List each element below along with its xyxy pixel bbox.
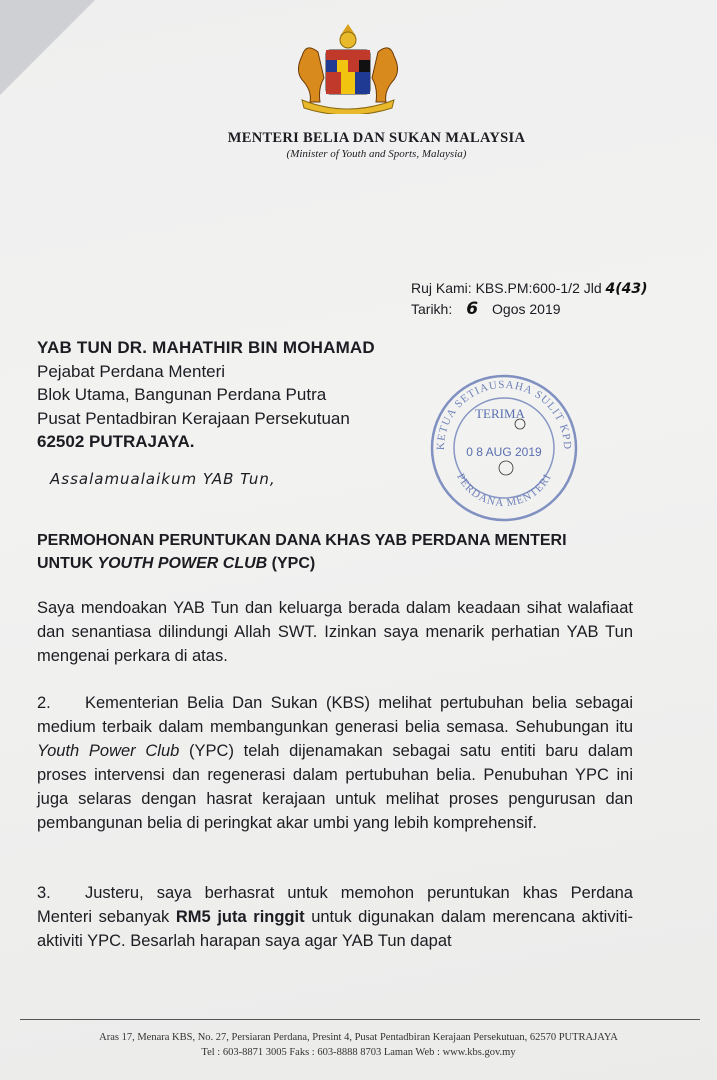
paragraph-2 (37, 691, 633, 835)
recipient-line-2: Blok Utama, Bangunan Perdana Putra (37, 385, 327, 404)
paragraph-3 (37, 881, 633, 953)
tarikh-day-handwritten: 6 (466, 299, 479, 319)
malaysia-coat-of-arms-icon (288, 22, 408, 114)
recipient-line-1: Pejabat Perdana Menteri (37, 361, 226, 381)
paragraph-3-a: Justeru, saya berhasrat untuk memohon peruntukan khas Perdana Menteri sebanyak (37, 884, 633, 926)
paragraph-3-c: untuk digunakan dalam merencana aktiviti-aktiviti YPC. Besarlah harapan saya agar YAB Tun dapat (37, 908, 633, 950)
subject-line-1: PERMOHONAN PERUNTUKAN DANA KHAS YAB PERDANA MENTERI (37, 532, 567, 549)
paragraph-3-number: 3. (37, 884, 51, 902)
ministry-name: MENTERI BELIA DAN SUKAN MALAYSIA (227, 130, 526, 146)
ministry-name-english: (Minister of Youth and Sports, Malaysia) (286, 148, 467, 160)
subject-line-2 (37, 552, 677, 575)
tarikh-label: Tarikh: (411, 301, 453, 317)
ruj-label: Ruj Kami: (411, 280, 472, 296)
ruj-handwritten: 4(43) (605, 281, 648, 297)
recipient-address (37, 336, 375, 454)
tarikh-rest: Ogos 2019 (492, 301, 561, 317)
paragraph-2-number: 2. (37, 694, 51, 712)
stamp-ring-text: KETUA SETIAUSAHA SULIT KPD (434, 378, 574, 451)
footer-address: Aras 17, Menara KBS, No. 27, Persiaran Perdana, Presint 4, Pusat Pentadbiran Kerajaan Persekutuan, 62570 PUTRAJAYA (99, 1032, 618, 1043)
paragraph-2-c: (YPC) telah dijenamakan sebagai satu entiti baru dalam proses intervensi dan regenerasi dalam pertubuhan belia. Penubuhan YPC ini juga selaras dengan hasrat kerajaan untuk melihat proses pengurusan dan pembangunan belia di peringkat akar umbi yang lebih komprehensif. (37, 742, 633, 832)
date-row (411, 299, 648, 319)
paragraph-2-a: Kementerian Belia Dan Sukan (KBS) melihat pertubuhan belia sebagai medium terbaik dalam membangunkan generasi belia semasa. Sehubungan itu (37, 694, 633, 736)
stamp-date: 0 8 AUG 2019 (466, 445, 542, 459)
recipient-name: YAB TUN DR. MAHATHIR BIN MOHAMAD (37, 338, 375, 357)
letter-subject (37, 529, 677, 575)
subject-line-2-c: (YPC) (267, 555, 316, 572)
reference-block (411, 278, 648, 319)
salutation: Assalamualaikum YAB Tun, (50, 470, 276, 488)
page-fold (0, 0, 95, 95)
footer-contact: Tel : 603-8871 3005 Faks : 603-8888 8703 Laman Web : www.kbs.gov.my (201, 1047, 516, 1058)
reference-number-row (411, 278, 648, 299)
subject-line-2-italic: YOUTH POWER CLUB (97, 555, 268, 572)
footer-divider (20, 1019, 700, 1020)
recipient-city: 62502 PUTRAJAYA. (37, 432, 195, 451)
received-stamp (428, 372, 580, 524)
stamp-received: TERIMA (475, 406, 525, 421)
paragraph-3-bold: RM5 juta ringgit (175, 908, 305, 926)
svg-text:PERDANA MENTERI (454, 472, 554, 510)
paragraph-1: Saya mendoakan YAB Tun dan keluarga berada dalam keadaan sihat walafiaat dan senantiasa dilindungi Allah SWT. Izinkan saya menarik perhatian YAB Tun mengenai perkara di atas. (37, 599, 633, 665)
subject-line-2-a: UNTUK (37, 555, 98, 572)
ruj-value: KBS.PM:600-1/2 Jld (475, 280, 602, 296)
recipient-line-3: Pusat Pentadbiran Kerajaan Persekutuan (37, 408, 350, 428)
paragraph-2-italic: Youth Power Club (37, 742, 180, 760)
stamp-ring-text-bottom: PERDANA MENTERI (454, 471, 554, 510)
